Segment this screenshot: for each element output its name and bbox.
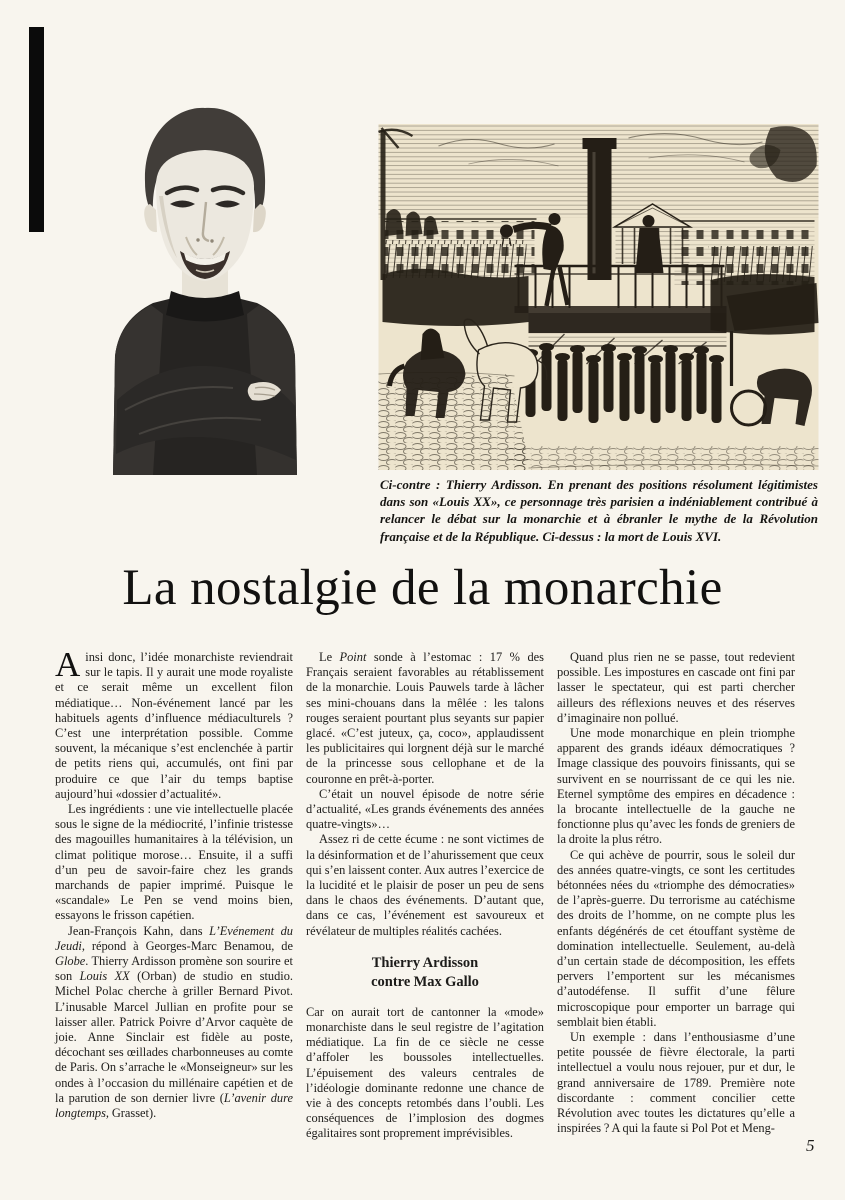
paragraph: C’était un nouvel épisode de notre série d’actualité, «Les grands événements des années quatre-vingts»… xyxy=(306,786,544,832)
ardisson-photo xyxy=(55,100,335,475)
paragraph: Quand plus rien ne se passe, tout redevient possible. Les impostures en cascade ont fini par lasser le spectateur, qui est parti chercher ailleurs des réflexions neuves et des réserves d’imaginaire non pollué. xyxy=(557,650,795,725)
italic-title: L’avenir dure longtemps, xyxy=(55,1090,293,1121)
paragraph-text: Grasset). xyxy=(109,1106,157,1121)
paragraph-text: Jean-François Kahn, dans xyxy=(68,923,210,938)
ardisson-portrait-illustration xyxy=(55,100,335,475)
paragraph: Ce qui achève de pourrir, sous le soleil dur des années quatre-vingts, ce sont les certitudes bétonnées nées du «triomphe des démocraties» de l’après-guerre. Du terrorisme au catéchisme des droits de l’homme, on ne compte plus les enfants dégénérés de cet étouffant système de domination intellectuelle. Seulement, au-delà d’un certain stade de décomposition, les effets pervers l’emportent sur les mécanismes d’autodéfense. Il suffit d’une fêlure microscopique pour emporter un barrage qui semblait bien établi. xyxy=(557,847,795,1029)
paragraph: Les ingrédients : une vie intellectuelle placée sous le signe de la médiocrité, l’infinie tristesse des magouilles humanitaires à la télévision, un climat politique morose… Ensuite, il a suffi d’un peu de savoir-faire chez les grands marchands de papier imprimé. Puisque le «scandale» Le Pen se vend moins bien, essayons le frisson capétien. xyxy=(55,802,293,923)
italic-title: Louis XX xyxy=(79,969,130,984)
scan-edge-mark xyxy=(29,27,44,232)
italic-title: Globe xyxy=(55,954,86,969)
paragraph-text: sonde à l’estomac : 17 % des Français seraient favorables au rétablissement de la monarchie. Louis Pauwels tarde à lâcher ses mini-chouans dans la mêlée : les talons rouges seraient pourtant plus seyants sur papier glacé. «C’est juteux, ça, coco», applaudissent les publicitaires qui lorgnent déjà sur le marché de la princesse sous cellophane et de la couronne en prêt-à-porter. xyxy=(306,650,544,786)
paragraph: Assez ri de cette écume : ne sont victimes de la désinformation et de l’ahurissement que ceux qui s’en laissent conter. Aux autres l’exercice de la lucidité et le plaisir de poser un peu de sens dans le chaos des événements. D’autant que, dans ce cas, l’événement est savoureux et révélateur de multiples réalités cachées. xyxy=(306,832,544,938)
article-body xyxy=(55,645,795,1142)
paragraph: Un exemple : dans l’enthousiasme d’une petite poussée de fièvre électorale, la parti intellectuel a voulu nous rejouer, pur et dur, le grand anniversaire de 1789. Première note discordante : comment concilier cette Révolution avec toutes les dictatures qu’elle a inspirées ? A qui la faute si Pol Pot et Meng- xyxy=(557,1030,795,1136)
paragraph: Une mode monarchique en plein triomphe apparent des grands idéaux démocratiques ? Image classique des pouvoirs finissants, qui se survivent en se nourrissant de ce qui les nie. Eternel symptôme des empires en décadence : la brocante intellectuelle de la gauche ne fonctionne plus qu’avec les fonds de greniers de la droite la plus rétro. xyxy=(557,726,795,847)
photo-caption: Ci-contre : Thierry Ardisson. En prenant des positions résolument légitimistes dans son «Louis XX», ce personnage très parisien a indéniablement contribué à relancer le débat sur la monarchie et à ébranler le mythe de la Révolution française et de la République. Ci-dessus : la mort de Louis XVI. xyxy=(380,477,818,544)
italic-title: L’Evénement du Jeudi xyxy=(55,923,293,953)
section-subheading xyxy=(306,954,544,992)
paragraph-text: , répond à Georges-Marc Benamou, de xyxy=(81,938,293,953)
article-headline: La nostalgie de la monarchie xyxy=(122,560,723,616)
execution-engraving xyxy=(378,124,819,470)
paragraph-text: . Thierry Ardisson promène son sourire et son xyxy=(55,954,293,984)
paragraph-text: (Orban) de studio en studio. Michel Polac cherche à griller Bernard Pivot. L’inusable Marcel Jullian en profite pour se laisser aller. Patrick Poivre d’Arvor caquète de joie. Anne Sinclair est fidèle au poste, décochant ses œillades charbonneuses au comte de Paris. On s’arrache le «Monseigneur» sur les ondes à l’occasion du millénaire capétien et de la parution de son dernier livre ( xyxy=(55,969,294,1105)
paragraph xyxy=(55,645,293,802)
subheading-line: Thierry Ardisson xyxy=(371,954,479,971)
paragraph-text: Le xyxy=(319,650,340,664)
text-column-1 xyxy=(55,645,294,1142)
paragraph: Car on aurait tort de cantonner la «mode» monarchiste dans le seul registre de l’agitation médiatique. La fin de ce siècle ne cesse d’affoler les boussoles intellectuelles. L’épuisement des valeurs centrales de l’idéologie dominante redonne une chance de vie à des concepts retombés dans l’oubli. Les conséquences de l’implosion des dogmes égalitaires sont proprement imprévisibles. xyxy=(306,1004,544,1141)
paragraph xyxy=(55,924,293,1122)
italic-title: Point xyxy=(339,650,367,664)
page-number: 5 xyxy=(806,1136,815,1155)
paragraph-text: insi donc, l’idée monarchiste reviendrait sur le tapis. Il y aurait une mode royaliste et ce serait même un excellent filon médiatique… Non-événement lancé par les habituels agents d’influence médiaculturels ? C’est une interprétation possible. Comme souvent, la mécanique s’est enclenchée à partir de petits riens qui, accumulés, ont fini par produire ce que l’air du temps baptise aujourd’hui «dossier d’actualité». xyxy=(55,650,293,801)
subheading-line: contre Max Gallo xyxy=(371,973,479,990)
louis-xvi-execution-illustration xyxy=(378,124,819,470)
paragraph xyxy=(306,650,544,787)
drop-cap: A xyxy=(55,645,81,684)
text-column-3 xyxy=(557,650,795,1142)
text-column-2 xyxy=(306,650,544,1142)
